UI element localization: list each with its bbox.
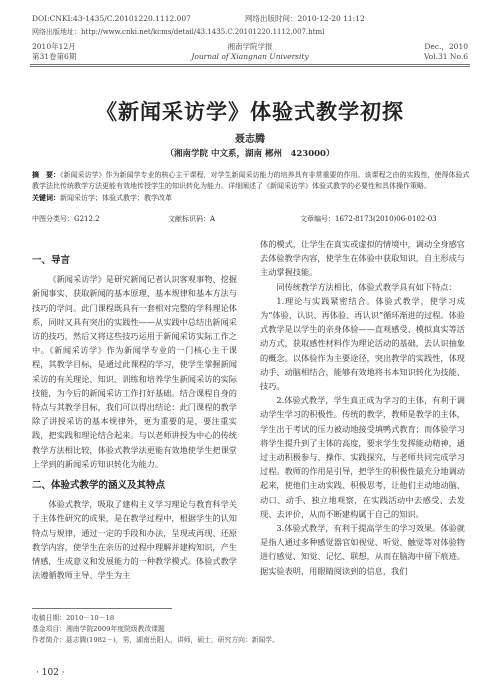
paragraph: 3.体验式教学，有利于提高学生的学习效果。体验就是指人通过多种感觉器官如视觉、听觉、触觉等对体验物进行感觉、知觉、记忆、联想，从而在脑海中留下痕迹。据实验表明，用眼睛阅读到的信息，我们 (260, 523, 465, 576)
doi-line: DOI:CNKI:43-1435/C.20101220.1112.007 (32, 14, 191, 23)
abstract-label: 摘 要： (32, 170, 60, 179)
paragraph: 体的模式，让学生在真实或虚拟的情境中，调动全身感官去体验教学内容，使学生在体验中获取知识，自主形成与主动掌握技能。 (260, 239, 465, 278)
paragraph: 《新闻采访学》是研究新闻记者认识客观事物、挖掘新闻事实、获取新闻的基本原理、基本规律和基本方法与技巧的学问。此门课程既具有一套相对完整的学科理论体系，同时又具有突出的实践性——从实践中总结出新闻采访的技巧，然后又将这些技巧运用于新闻采访实际工作之中。《新闻采访学》作为新闻学专业的一门核心主干课程，其教学目标，是通过此课程的学习，使学生掌握新闻采访的有关理论、知识、训练和培养学生新闻采访的实际技能，为今后的新闻采访工作打好基础。结合课程自身的特点与其教学目标，我们可以得出结论：此门课程的教学除了讲授采访的基本规律外，更为重要的是，要注重实践，把实践和理论结合起来。与以老师讲授为中心的传统教学方法相比较，体验式教学法更能有效地使学生把课堂上学到的新闻采访知识转化为能力。 (32, 274, 237, 469)
received-date: 收稿日期：2010－10－18 (32, 614, 115, 622)
page-number: · 102 · (36, 668, 65, 678)
keywords-text: 新闻采访学；体验式教学；教学改革 (60, 194, 172, 202)
footnote-rule (32, 608, 172, 609)
document-code: 文献标识码：A (168, 215, 216, 223)
author-bio: 作者简介：聂志腾(1982－)，男，湖南岳阳人，讲师，硕士，研究方向：新闻学。 (32, 636, 279, 644)
section-heading-intro: 一、导言 (32, 255, 71, 266)
paragraph: 体验式教学，吸取了建构主义学习理论与教育科学关于主体性研究的成果，是在教学过程中，根据学生的认知特点与规律，通过一定的手段和办法，呈现或再现、还原教学内容，使学生在亲历的过程中理解并建构知识，产生情感，生成意义和发展能力的一种教学模式。体验式教学法遵循教师主导、学生为主 (32, 499, 237, 581)
online-url: 网络出版地址：http://www.cnki.net/kcms/detail/43.1435.C.20101220.1112.007.html (32, 28, 325, 36)
footnotes (32, 613, 279, 646)
paragraph: 1.理论与实践紧密结合。体验式教学，使学习成为“体验、认识、再体验、再认识”循环渐进的过程。体验式教学是以学生的亲身体验——直观感受、模拟真实等活动方式，获取感性材料作为理论活动的基础，去认识抽象的概念。以体验作为主要途径，突出教学的实践性，体现动手、动脑相结合，能够有效地将书本知识转化为技能、技巧。 (260, 295, 465, 392)
abstract-text: 《新闻采访学》作为新闻学专业的核心主干课程，对学生新闻采访能力的培养具有非常重要的作用。该课程之由的实践性，使得体验式教学法比传统教学方法更能有效地传授学生的知识转化为能力。详细阐述了《新闻采访学》体验式教学的必要性和具体操作策略。 (32, 171, 470, 190)
issue-volume-cn: 第31卷第6期 (32, 52, 77, 61)
article-title: 《新闻采访学》体验式教学初探 (96, 99, 404, 124)
journal-name-en: Journal of Xiangnan University (191, 52, 309, 61)
paragraph: 同传统教学方法相比，体验式教学具有如下特点： (276, 281, 457, 292)
paragraph: 2.体验式教学，学生真正成为学习的主体，有利于调动学生学习的积极性。传统的教学，教师是教学的主体，学生出于考试的压力被动地接受填鸭式教育；而体验学习将学生提升到了主体的高度，要求学生发挥能动精神，通过主动积极参与、操作、实践探究，与老师共同完成学习过程。教师的作用是引导，把学生的积极性最充分地调动起来，使他们主动实践、积极思考，让他们主动地动脑、动口、动手、独立地观察，在实践活动中去感受、去发现、去评价，从而不断建构属于自己的知识。 (260, 395, 465, 519)
online-time: 网络出版时间：2010-12-20 11:12 (245, 14, 365, 23)
issue-volume-en: Vol.31 No.6 (423, 52, 468, 61)
header-rule (30, 64, 470, 65)
author-affiliation: （湘南学院 中文系，湖南 郴州 423000） (165, 149, 335, 159)
journal-name-cn: 湘南学院学报 (227, 42, 273, 51)
section-heading-definition: 二、体验式教学的涵义及其特点 (32, 480, 166, 492)
abstract (32, 169, 472, 204)
author-name: 聂志腾 (235, 134, 265, 145)
clc-number: 中图分类号：G212.2 (32, 215, 100, 223)
article-number: 文章编号：1672-8173(2010)06-0102-03 (300, 215, 437, 223)
header-rule-2 (30, 66, 470, 67)
issue-date-en: Dec.，2010 (424, 42, 468, 51)
keywords-label: 关键词： (32, 193, 60, 202)
issue-date: 2010年12月 (32, 42, 76, 51)
right-column (260, 237, 465, 578)
fund-project: 基金项目：湘南学院2009年度院级教改课题 (32, 625, 165, 633)
left-column (32, 240, 237, 582)
